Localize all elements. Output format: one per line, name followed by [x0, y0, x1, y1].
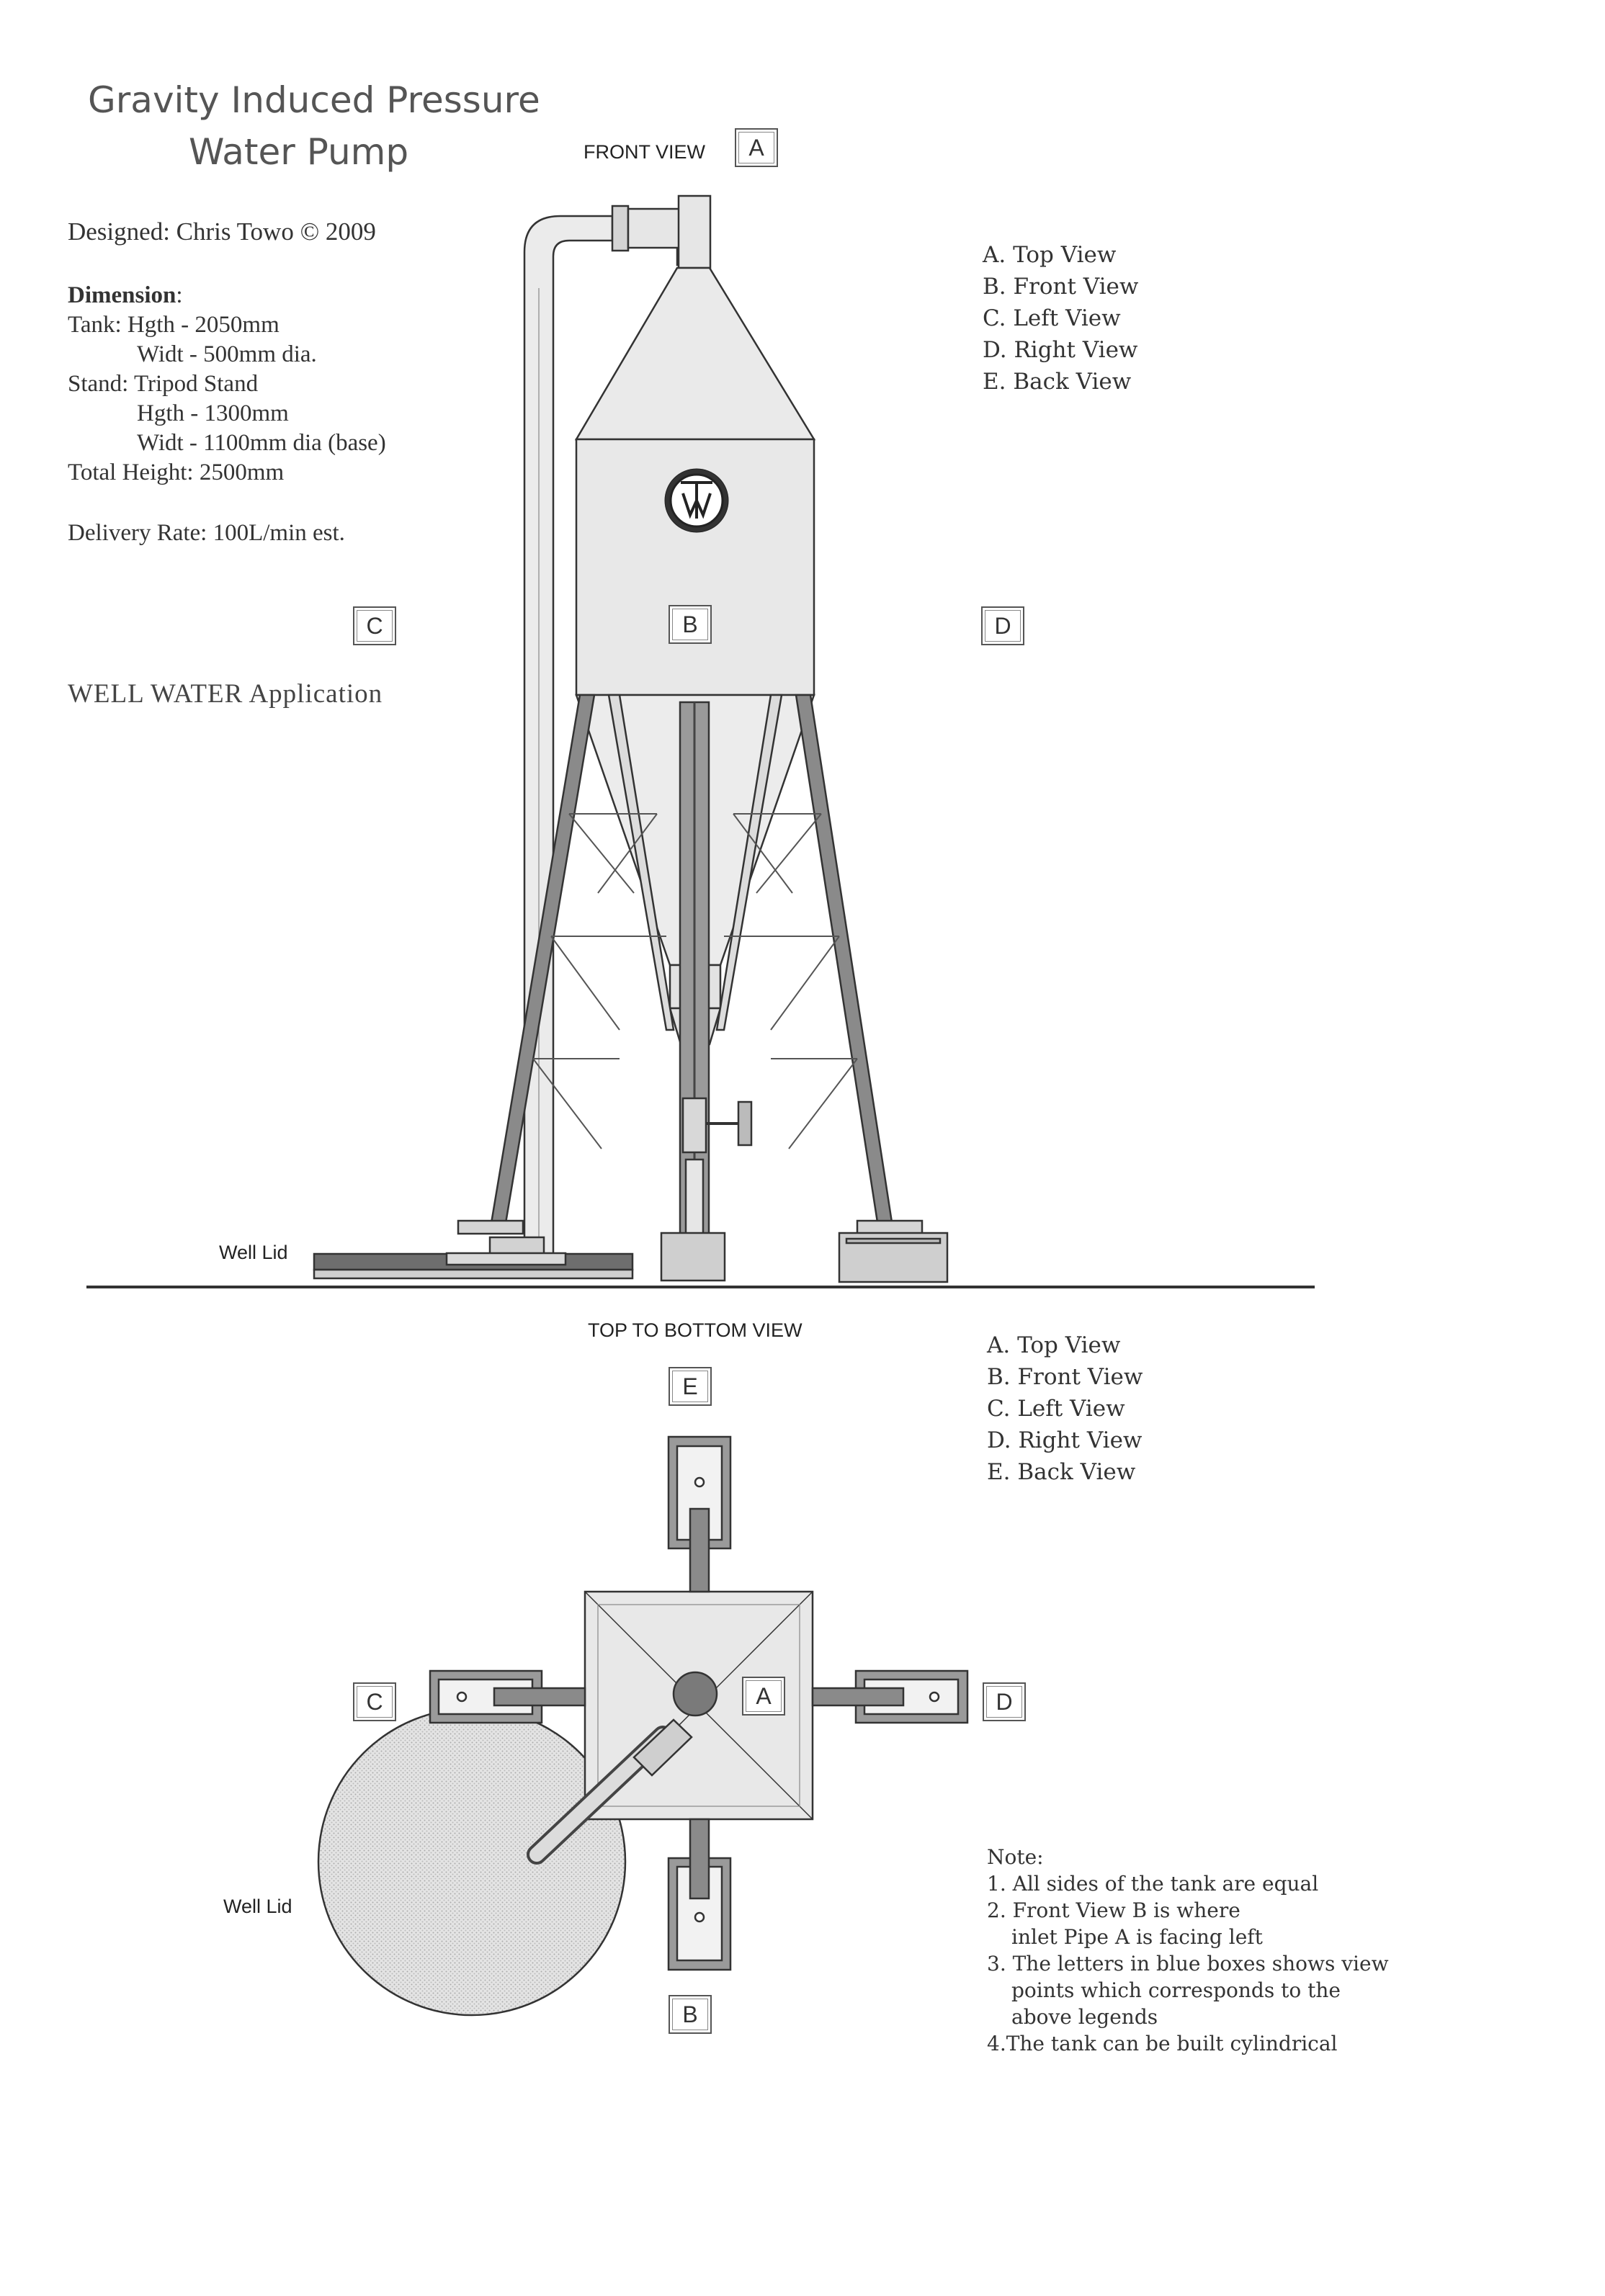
- note-line: inlet Pipe A is facing left: [1011, 1925, 1263, 1949]
- tank-height: Tank: Hgth - 2050mm: [68, 312, 280, 338]
- delivery-rate: Delivery Rate: 100L/min est.: [68, 520, 345, 546]
- designer-credit: Designed: Chris Towo © 2009: [68, 218, 376, 246]
- top-well-lid: [318, 1708, 625, 2015]
- top-pipe-hub: [674, 1672, 717, 1716]
- legend-front: [983, 239, 1138, 398]
- valve-handle: [738, 1102, 751, 1145]
- leg-right: [796, 695, 893, 1232]
- note-line: 2. Front View B is where: [987, 1898, 1240, 1922]
- legend-item: E. Back View: [987, 1459, 1136, 1485]
- legend-item: C. Left View: [983, 305, 1121, 331]
- legend-item: E. Back View: [983, 369, 1132, 395]
- tank-top-cone: [576, 268, 814, 439]
- legend-item: A. Top View: [983, 242, 1117, 268]
- notes-block: [987, 1844, 1389, 2057]
- page-title-line-2: Water Pump: [189, 131, 409, 173]
- stand-width: Widt - 1100mm dia (base): [137, 430, 386, 456]
- dimension-block: [68, 281, 386, 488]
- stand-type: Stand: Tripod Stand: [68, 371, 259, 397]
- foot-right: [857, 1221, 922, 1234]
- front-well-lid-label: Well Lid: [219, 1242, 288, 1263]
- front-marker-c: C: [353, 606, 396, 645]
- tank-width: Widt - 500mm dia.: [137, 341, 317, 367]
- note-heading: Note:: [987, 1845, 1044, 1869]
- top-view-caption: TOP TO BOTTOM VIEW: [588, 1319, 802, 1341]
- front-view-caption: FRONT VIEW: [584, 141, 706, 163]
- note-line: 1. All sides of the tank are equal: [987, 1872, 1319, 1896]
- page-title-line-1: Gravity Induced Pressure: [88, 79, 540, 121]
- top-well-lid-label: Well Lid: [223, 1896, 292, 1917]
- note-line: 3. The letters in blue boxes shows view: [987, 1952, 1389, 1976]
- application-label: WELL WATER Application: [68, 679, 383, 709]
- valve-base: [661, 1233, 725, 1281]
- emblem-logo: [665, 469, 728, 532]
- legend-item: B. Front View: [987, 1364, 1143, 1390]
- legend-item: B. Front View: [983, 274, 1139, 300]
- front-marker-d: D: [981, 606, 1024, 645]
- top-marker-d: D: [983, 1682, 1026, 1721]
- dimension-colon: :: [176, 282, 183, 308]
- top-marker-a: A: [742, 1677, 785, 1716]
- total-height: Total Height: 2500mm: [68, 459, 285, 485]
- dimension-heading: Dimension: [68, 282, 176, 308]
- legend-item: C. Left View: [987, 1396, 1125, 1422]
- legend-item: D. Right View: [983, 337, 1138, 363]
- top-marker-b: B: [669, 1995, 712, 2034]
- top-view-drawing: [318, 1437, 967, 2015]
- stand-height: Hgth - 1300mm: [137, 400, 289, 426]
- note-line: 4.The tank can be built cylindrical: [987, 2032, 1338, 2055]
- front-marker-b: B: [669, 605, 712, 644]
- note-line: above legends: [1011, 2005, 1158, 2029]
- legend-item: D. Right View: [987, 1427, 1143, 1453]
- foot-left: [458, 1221, 523, 1234]
- front-marker-a: A: [735, 128, 778, 167]
- top-marker-c: C: [353, 1682, 396, 1721]
- note-line: points which corresponds to the: [1011, 1978, 1341, 2002]
- top-marker-e: E: [669, 1367, 712, 1406]
- legend-item: A. Top View: [987, 1332, 1121, 1358]
- legend-top: [987, 1329, 1143, 1488]
